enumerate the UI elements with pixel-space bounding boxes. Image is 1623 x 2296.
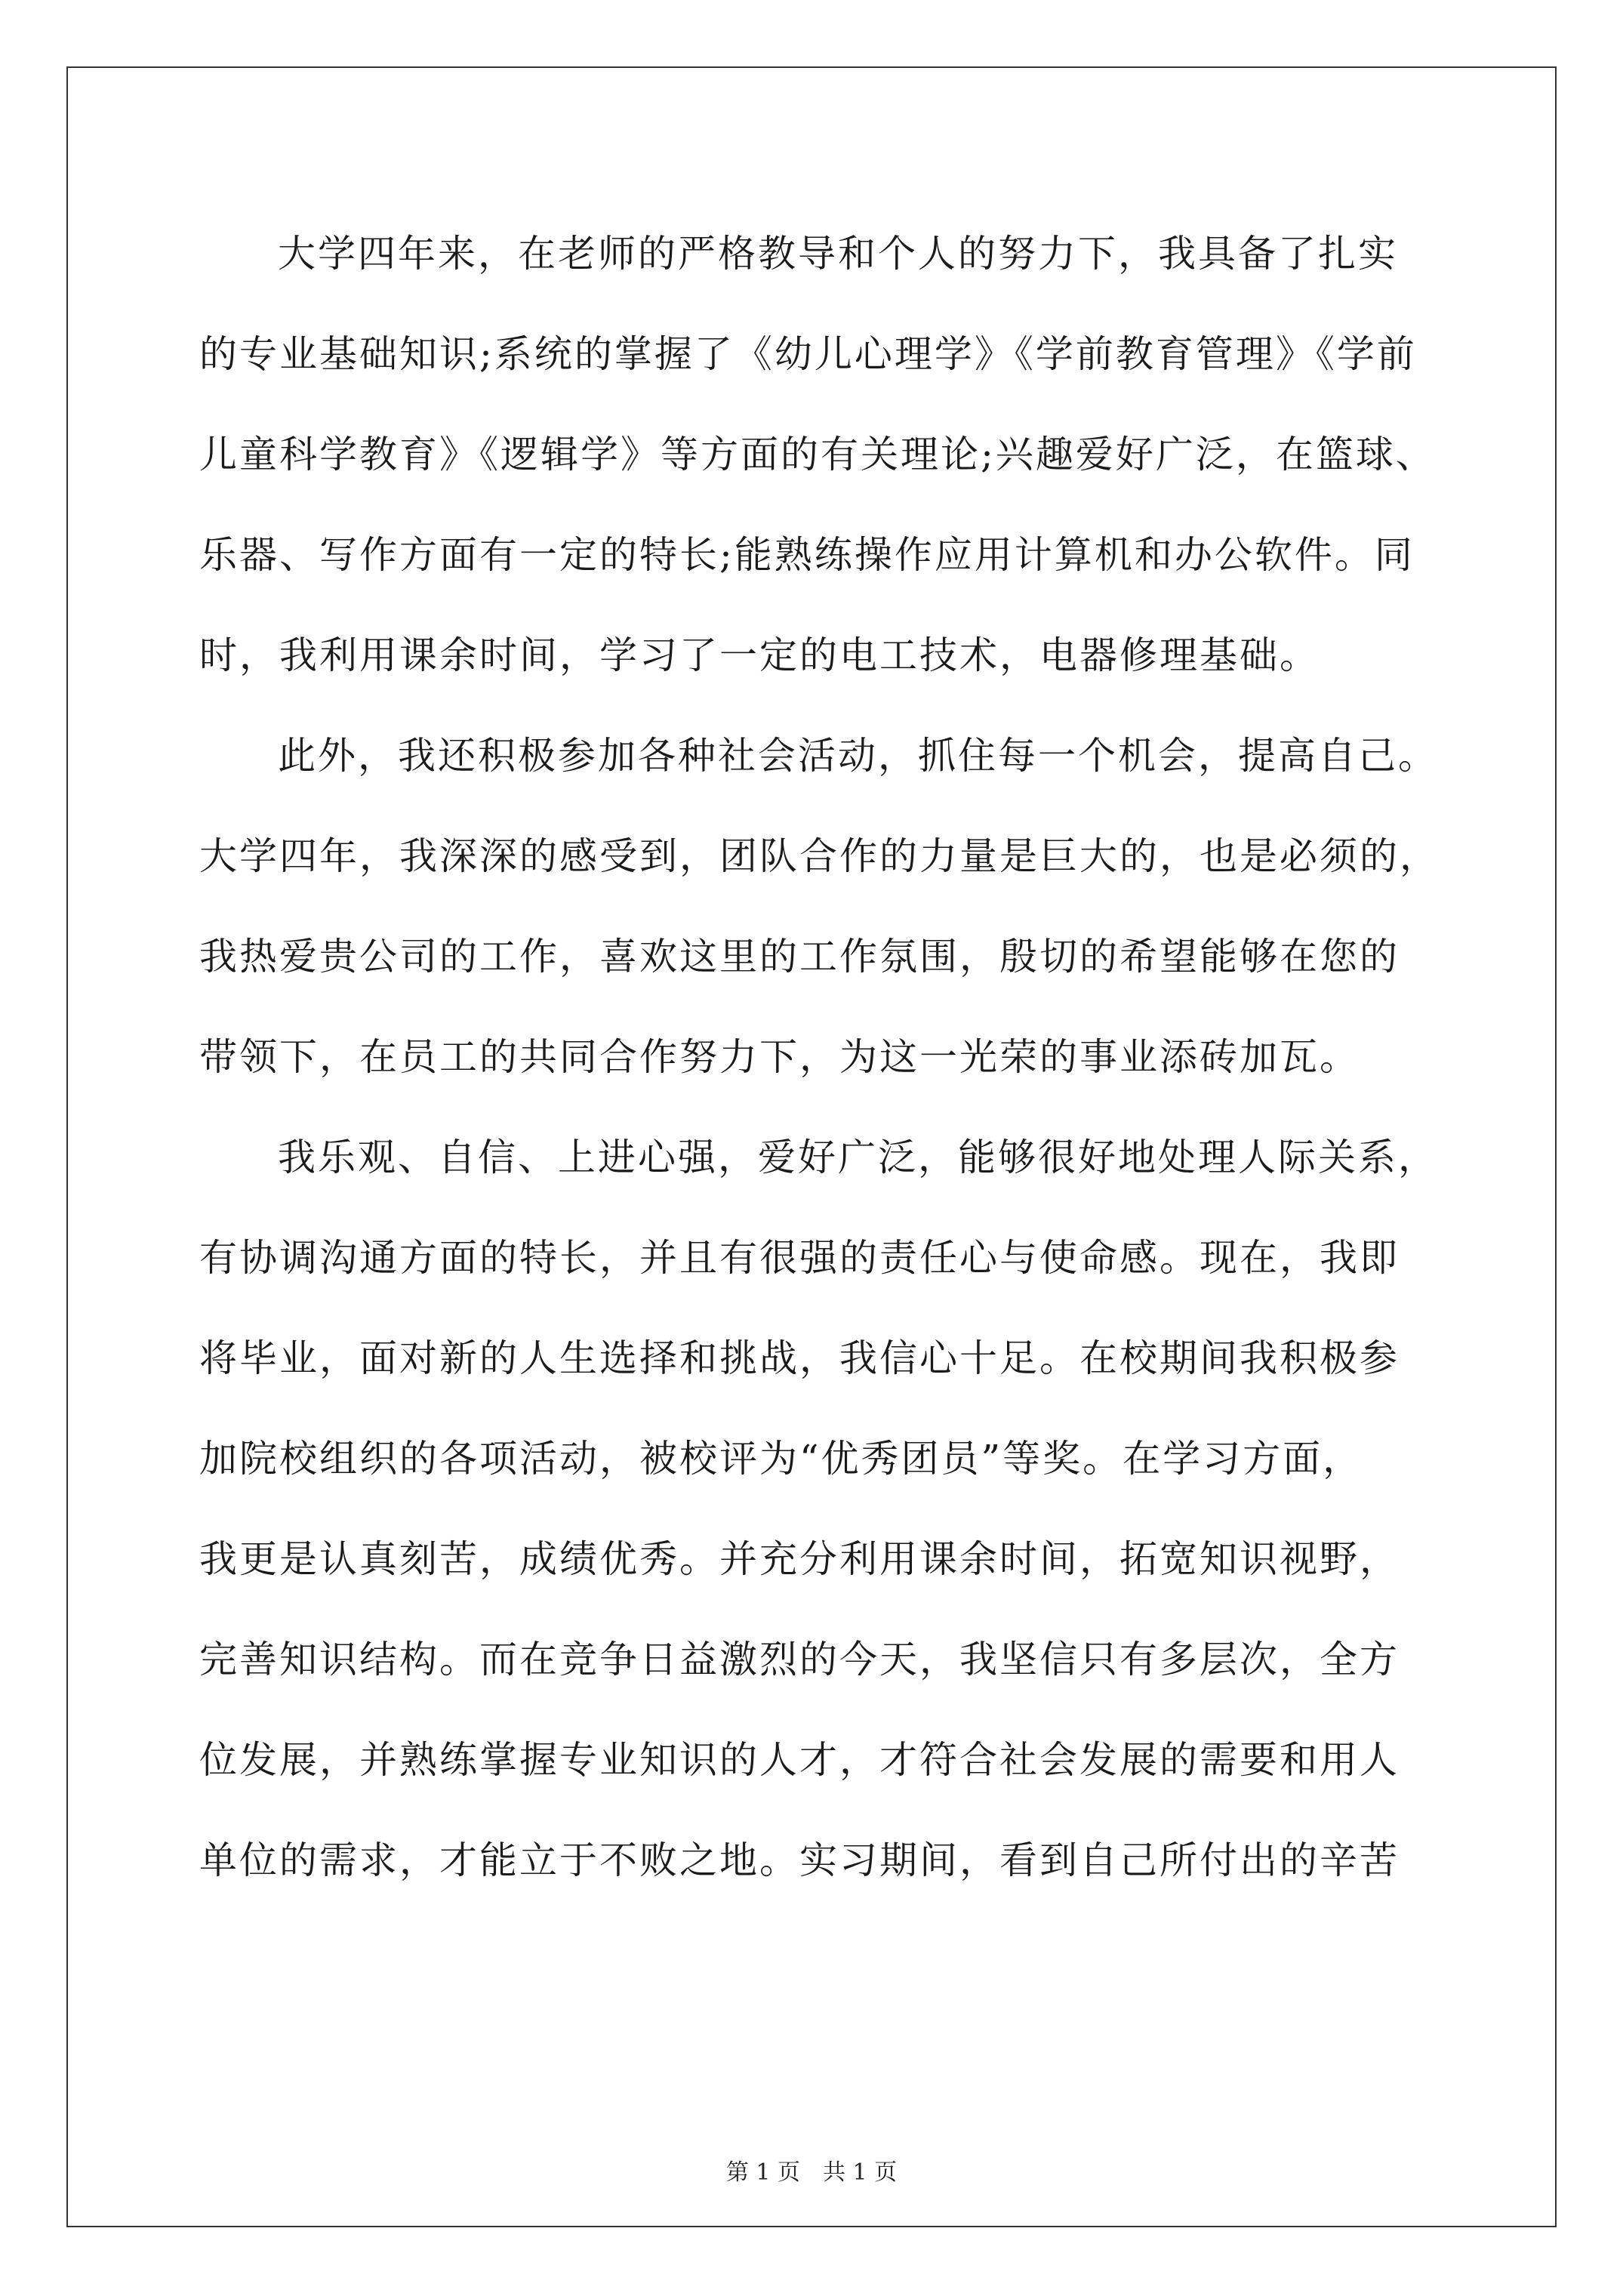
- paragraph-line: 儿童科学教育》《逻辑学》等方面的有关理论;兴趣爱好广泛，在篮球、: [199, 433, 1436, 476]
- paragraph-line: 我热爱贵公司的工作，喜欢这里的工作氛围，殷切的希望能够在您的: [199, 935, 1400, 978]
- paragraph-line: 将毕业，面对新的人生选择和挑战，我信心十足。在校期间我积极参: [199, 1336, 1400, 1380]
- page-number: 第 1 页: [725, 2159, 800, 2186]
- paragraph-line: 大学四年来，在老师的严格教导和个人的努力下，我具备了扎实: [278, 232, 1398, 276]
- paragraph-line: 此外，我还积极参加各种社会活动，抓住每一个机会，提高自己。: [278, 734, 1438, 778]
- paragraph-line: 大学四年，我深深的感受到，团队合作的力量是巨大的，也是必须的，: [199, 834, 1440, 878]
- paragraph-line: 我乐观、自信、上进心强，爱好广泛，能够很好地处理人际关系，: [278, 1136, 1438, 1179]
- paragraph-line: 完善知识结构。而在竞争日益激烈的今天，我坚信只有多层次，全方: [199, 1638, 1400, 1681]
- paragraph-line: 我更是认真刻苦，成绩优秀。并充分利用课余时间，拓宽知识视野，: [199, 1537, 1400, 1581]
- paragraph-line: 带领下，在员工的共同合作努力下，为这一光荣的事业添砖加瓦。: [199, 1035, 1360, 1079]
- paragraph-line: 加院校组织的各项活动，被校评为“优秀团员”等奖。在学习方面，: [199, 1437, 1363, 1481]
- paragraph-line: 位发展，并熟练掌握专业知识的人才，才符合社会发展的需要和用人: [199, 1738, 1400, 1782]
- paragraph-line: 的专业基础知识;系统的掌握了《幼儿心理学》《学前教育管理》《学前: [199, 332, 1417, 376]
- paragraph-line: 单位的需求，才能立于不败之地。实习期间，看到自己所付出的辛苦: [199, 1838, 1400, 1882]
- page-total: 共 1 页: [823, 2159, 898, 2186]
- paragraph-line: 有协调沟通方面的特长，并且有很强的责任心与使命感。现在，我即: [199, 1236, 1400, 1280]
- paragraph-line: 时，我利用课余时间，学习了一定的电工技术，电器修理基础。: [199, 633, 1320, 677]
- paragraph-line: 乐器、写作方面有一定的特长;能熟练操作应用计算机和办公软件。同: [199, 533, 1415, 577]
- page-footer: [0, 2153, 1623, 2187]
- document-body: [199, 204, 1440, 1911]
